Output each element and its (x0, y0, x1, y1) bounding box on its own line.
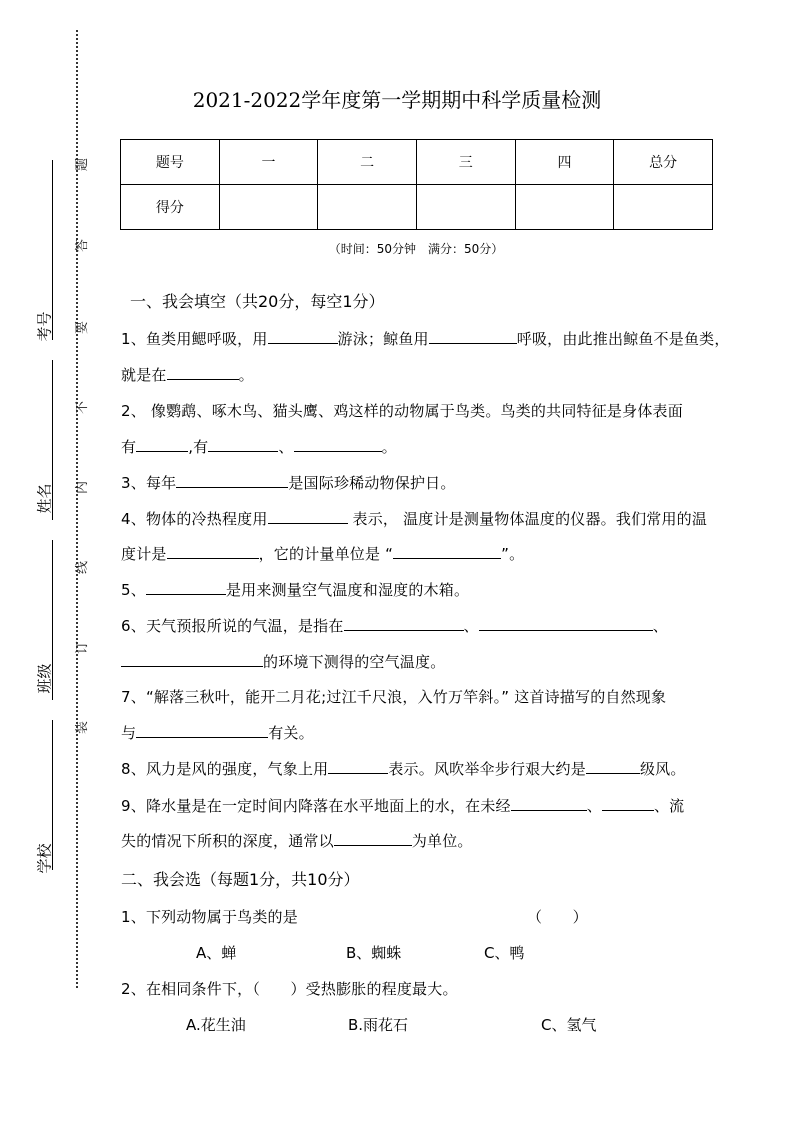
score-header-cell: 题号 (121, 140, 220, 185)
question-5: 5、 是用来测量空气温度和湿度的木箱。 (121, 581, 470, 599)
answer-blank[interactable] (268, 508, 348, 524)
score-header-cell: 总分 (614, 140, 713, 185)
margin-char: 答 (75, 238, 91, 253)
score-input-cell[interactable] (515, 185, 614, 230)
question-2-line2: 有 ,有 、 。 (121, 438, 397, 456)
question-1-line2: 就是在 。 (121, 366, 254, 384)
answer-blank[interactable] (167, 364, 239, 380)
option-c[interactable]: C、氢气 (541, 1016, 597, 1034)
answer-blank[interactable] (146, 579, 226, 595)
class-label: 班级 (35, 663, 54, 694)
score-input-cell[interactable] (416, 185, 515, 230)
score-input-cell[interactable] (318, 185, 417, 230)
question-8: 8、风力是风的强度，气象上用 表示。风吹举伞步行艰大约是 级风。 (121, 760, 686, 778)
question-4-line1: 4、物体的冷热程度用 表示， 温度计是测量物体温度的仪器。我们常用的温 (121, 510, 708, 528)
option-b[interactable]: B、蜘蛛 (346, 944, 402, 962)
option-c[interactable]: C、鸭 (484, 944, 525, 962)
binding-dotted-line (76, 30, 78, 988)
score-header-cell: 一 (219, 140, 318, 185)
margin-char: 要 (75, 320, 91, 335)
answer-blank[interactable] (429, 328, 517, 344)
answer-blank[interactable] (167, 543, 259, 559)
option-a[interactable]: A、蝉 (196, 944, 237, 962)
question-9-line1: 9、降水量是在一定时间内降落在水平地面上的水，在未经 、 、流 (121, 797, 685, 815)
question-3: 3、每年 是国际珍稀动物保护日。 (121, 474, 456, 492)
answer-blank[interactable] (344, 615, 464, 631)
question-6-line2: 的环境下测得的空气温度。 (121, 651, 445, 672)
section2-heading: 二、我会选（每题1分，共10分） (121, 870, 360, 889)
answer-blank[interactable] (136, 722, 268, 738)
question-1-line1: 1、鱼类用鳃呼吸，用 游泳；鲸鱼用 呼吸，由此推出鲸鱼不是鱼类， (121, 330, 730, 348)
option-b[interactable]: B.雨花石 (348, 1016, 409, 1034)
choice-question-1: 1、下列动物属于鸟类的是 (121, 908, 298, 926)
question-7-line2: 与 有关。 (121, 724, 314, 742)
score-header-cell: 三 (416, 140, 515, 185)
answer-blank[interactable] (602, 795, 654, 811)
score-table (120, 139, 713, 230)
answer-blank[interactable] (393, 543, 501, 559)
score-input-cell[interactable] (219, 185, 318, 230)
answer-blank[interactable] (334, 830, 412, 846)
section1-heading: 一、我会填空（共20分，每空1分） (130, 292, 385, 311)
answer-blank[interactable] (294, 436, 382, 452)
exam-title: 2021-2022学年度第一学期期中科学质量检测 (192, 88, 602, 112)
answer-blank[interactable] (176, 472, 288, 488)
question-7-line1: 7、“解落三秋叶，能开二月花;过江千尺浪，入竹万竿斜。” 这首诗描写的自然现象 (121, 688, 667, 706)
margin-char: 内 (75, 480, 91, 495)
margin-char: 装 (75, 720, 91, 735)
answer-blank[interactable] (511, 795, 587, 811)
margin-char: 订 (75, 640, 91, 655)
score-input-cell[interactable] (614, 185, 713, 230)
exam-number-label: 考号 (35, 311, 54, 342)
answer-blank[interactable] (586, 758, 640, 774)
choice-question-2: 2、在相同条件下，（ ）受热膨胀的程度最大。 (121, 980, 458, 998)
exam-info: （时间：50分钟 满分：50分） (328, 242, 504, 256)
score-header-cell: 二 (318, 140, 417, 185)
question-6-line1: 6、天气预报所说的气温，是指在 、 、 (121, 617, 668, 635)
name-label: 姓名 (35, 483, 54, 514)
score-row-label: 得分 (121, 185, 220, 230)
question-2-line1: 2、 像鹦鹉、啄木鸟、猫头鹰、鸡这样的动物属于鸟类。鸟类的共同特征是身体表面 (121, 402, 683, 420)
answer-blank[interactable] (136, 436, 188, 452)
answer-blank[interactable] (328, 758, 388, 774)
score-header-cell: 四 (515, 140, 614, 185)
margin-char: 不 (75, 400, 91, 415)
option-a[interactable]: A.花生油 (186, 1016, 246, 1034)
question-9-line2: 失的情况下所积的深度，通常以 为单位。 (121, 832, 473, 850)
school-label: 学校 (35, 843, 54, 874)
choice-answer-paren[interactable]: （ ） (527, 908, 588, 926)
answer-blank[interactable] (121, 651, 263, 667)
answer-blank[interactable] (208, 436, 278, 452)
margin-char: 题 (75, 157, 91, 172)
answer-blank[interactable] (268, 328, 338, 344)
answer-blank[interactable] (479, 615, 653, 631)
margin-char: 线 (75, 560, 91, 575)
question-4-line2: 度计是 ，它的计量单位是 “ ”。 (121, 545, 525, 563)
